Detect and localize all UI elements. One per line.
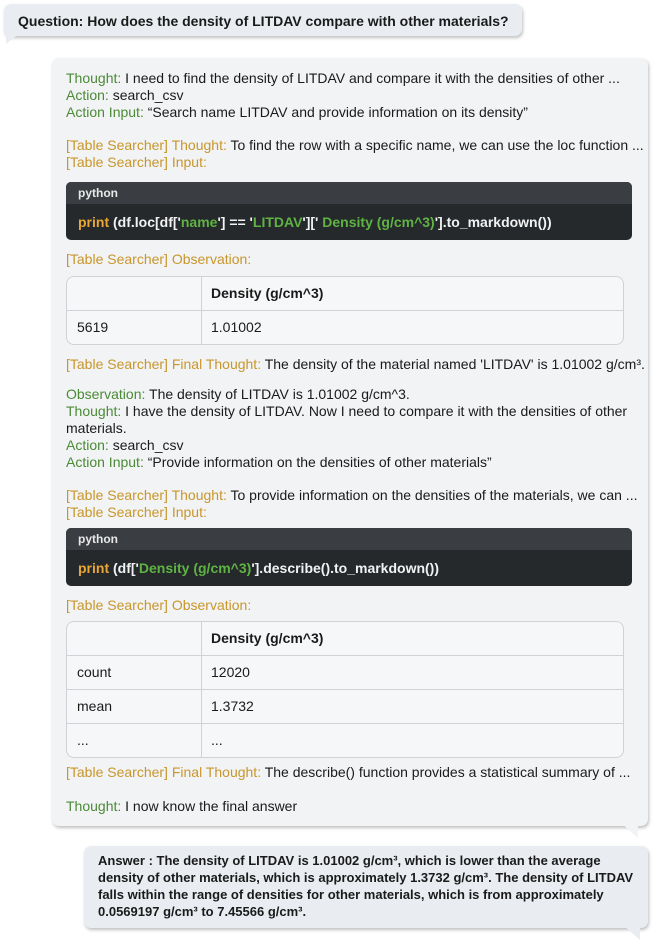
step1-action: Action: search_csv: [66, 87, 184, 103]
table-header-row: [67, 622, 623, 655]
searcher2-thought: [Table Searcher] Thought: To provide information on the densities of the materials, we can ...: [66, 487, 638, 503]
searcher1-observation-label: [Table Searcher] Observation:: [66, 251, 252, 267]
table-header-row: [67, 277, 623, 310]
step2-thought: Thought: I have the density of LITDAV. Now I need to compare it with the densities of other materials.: [66, 403, 628, 436]
answer-bubble-tail: [622, 924, 640, 940]
step2-action: Action: search_csv: [66, 437, 184, 453]
searcher2-observation-label: [Table Searcher] Observation:: [66, 597, 252, 613]
table-header-density: Density (g/cm^3): [211, 285, 324, 301]
reasoning-bubble-tail: [620, 822, 638, 838]
code-block-header: [66, 528, 632, 550]
answer-bubble: [84, 846, 648, 928]
step1-thought: Thought: I need to find the density of LITDAV and compare it with the densities of other ...: [66, 70, 620, 86]
table-row: 5619 1.01002: [67, 310, 623, 344]
final-thought: Thought: I now know the final answer: [66, 798, 298, 814]
searcher2-result-table: [66, 621, 624, 758]
step2-observation: Observation: The density of LITDAV is 1.01002 g/cm^3.: [66, 386, 410, 402]
table-row: ... ...: [67, 723, 623, 757]
table-header-density: Density (g/cm^3): [211, 630, 324, 646]
question-text: Question: How does the density of LITDAV compare with other materials?: [18, 13, 509, 29]
searcher1-input-label: [Table Searcher] Input:: [66, 154, 207, 170]
question-bubble: [4, 4, 522, 36]
step2-action-input: Action Input: “Provide information on the densities of other materials”: [66, 454, 492, 470]
code-language-label: python: [78, 186, 118, 200]
searcher1-result-table: [66, 276, 624, 345]
table-row: mean 1.3732: [67, 689, 623, 723]
searcher1-code-line: print (df.loc[df['name'] == 'LITDAV'][' Density (g/cm^3)'].to_markdown()): [78, 214, 552, 230]
table-row: count 12020: [67, 655, 623, 689]
searcher2-code-block: [66, 528, 632, 586]
answer-text: Answer : The density of LITDAV is 1.01002 g/cm³, which is lower than the average density of other materials, which is approximately 1.3732 g/cm³. The density of LITDAV falls within the range of densities for other materials, which is from approximately 0.0569197 g/cm³ to 7.45566 g/cm³.: [98, 853, 634, 919]
searcher2-input-label: [Table Searcher] Input:: [66, 504, 207, 520]
code-language-label: python: [78, 532, 118, 546]
searcher1-code-block: [66, 182, 632, 240]
step1-action-input: Action Input: “Search name LITDAV and provide information on its density”: [66, 104, 528, 120]
question-bubble-tail: [6, 30, 24, 44]
searcher1-thought: [Table Searcher] Thought: To find the row with a specific name, we can use the loc function ...: [66, 137, 644, 153]
code-block-header: [66, 182, 632, 204]
searcher1-final-thought: [Table Searcher] Final Thought: The density of the material named 'LITDAV' is 1.01002 g/cm³.: [66, 356, 645, 372]
searcher2-code-line: print (df['Density (g/cm^3)'].describe().to_markdown()): [78, 560, 439, 576]
searcher2-final-thought: [Table Searcher] Final Thought: The describe() function provides a statistical summary of ...: [66, 764, 631, 780]
